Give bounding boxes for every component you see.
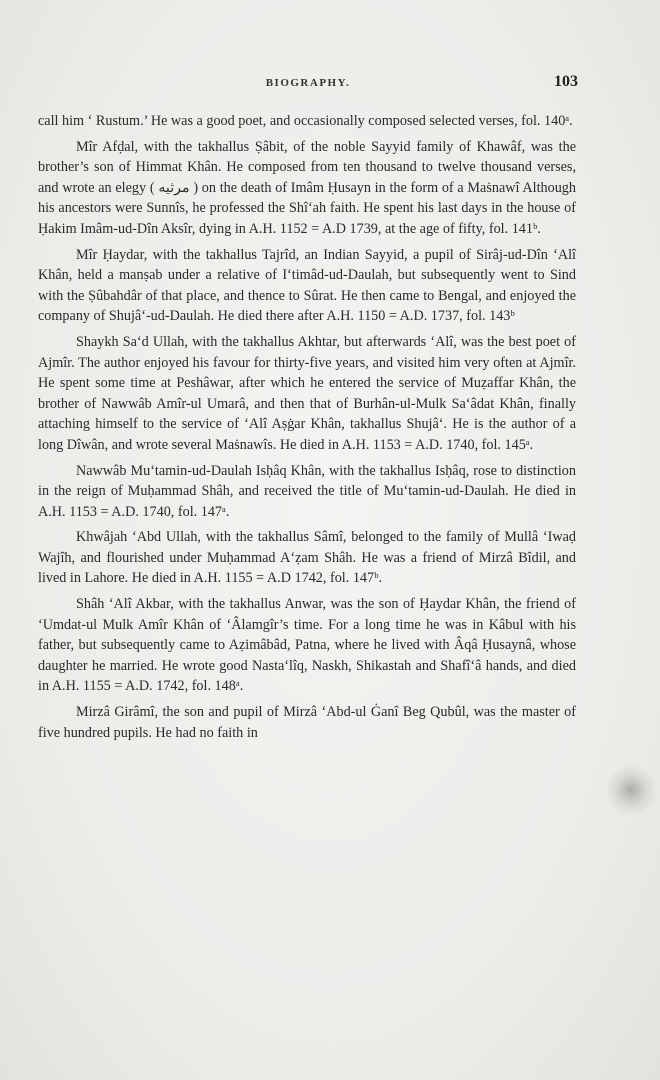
running-title: BIOGRAPHY. bbox=[265, 77, 351, 89]
ink-smudge bbox=[608, 760, 654, 820]
paragraph-continuation: call him ‘ Rustum.’ He was a good poet, and occasionally composed selected verses, fol. 140ᵃ. bbox=[38, 113, 573, 129]
paragraph-mir-haydar: Mîr Ḥaydar, with the takhallus Tajrîd, an Indian Sayyid, a pupil of Sirâj-ud-Dîn ‘Alî Khân, held a manṣab under a relative of I‘timâd-ud-Daulah, but subsequently went to Sind with the Ṣûbahdâr of that place, and thence to Sûrat. He then came to Bengal, and enjoyed the company of Shujâ‘-ud-Daulah. He died there after A.H. 1150 = A.D. 1737, fol. 143ᵇ bbox=[38, 246, 576, 325]
page-number: 103 bbox=[554, 73, 578, 90]
paragraph-shaykh-sad-ullah: Shaykh Sa‘d Ullah, with the takhallus Akhtar, but afterwards ‘Alî, was the best poet of Ajmîr. The author enjoyed his favour for thirty-five years, and visited him very often at Ajmîr. He spent some time at Peshâwar, after which he entered the service of Muẓaffar Khân, the brother of Nawwâb Amîr-ul Umarâ, and then that of Burhân-ul-Mulk Sa‘âdat Khân, finally attaching himself to the service of ‘Alî Aṣġar Khân, takhallus Shujâ‘. He is the author of a long Dîwân, and wrote several Maṡnawîs. He died in A.H. 1153 = A.D. 1740, fol. 145ᵃ. bbox=[38, 333, 576, 453]
paragraph-mir-afdal: Mîr Afḍal, with the takhallus Ṣâbit, of the noble Sayyid family of Khawâf, was the brother’s son of Himmat Khân. He composed from ten thousand to twelve thousand verses, and wrote an elegy ( مرثيه ) on the death of Imâm Ḥusayn in the form of a Maṡnawî Although his ancestors were Sunnîs, he professed the Shî‘ah faith. He spent his last days in the house of Ḥakim Imâm-ud-Dîn Aksîr, dying in A.H. 1152 = A.D 1739, at the age of fifty, fol. 141ᵇ. bbox=[38, 138, 576, 237]
paragraph-nawwab-ishaq-khan: Nawwâb Mu‘tamin-ud-Daulah Isḥâq Khân, with the takhallus Isḥâq, rose to distinction in the reign of Muḥammad Shâh, and received the title of Mu‘tamin-ud-Daulah. He died in A.H. 1153 = A.D. 1740, fol. 147ᵃ. bbox=[38, 462, 576, 520]
running-head bbox=[38, 73, 578, 95]
body-text bbox=[38, 111, 576, 748]
paragraph-shah-ali-akbar: Shâh ‘Alî Akbar, with the takhallus Anwar, was the son of Ḥaydar Khân, the friend of ‘Umdat-ul Mulk Amîr Khân of ‘Âlamgîr’s time. For a long time he was in Kâbul with his father, but subsequently came to Aẓimâbâd, Patna, where he lived with Âqâ Ḥusaynâ, whose daughter he married. He wrote good Nasta‘lîq, Naskh, Shikastah and Shafî‘â hands, and died in A.H. 1155 = A.D. 1742, fol. 148ᵃ. bbox=[38, 596, 576, 695]
paragraph-mirza-girami: Mirzâ Girâmî, the son and pupil of Mirzâ ‘Abd-ul Ġanî Beg Qubûl, was the master of five hundred pupils. He had no faith in bbox=[38, 704, 576, 741]
paragraph-khwajah-abd-ullah: Khwâjah ‘Abd Ullah, with the takhallus Sâmî, belonged to the family of Mullâ ‘Iwaḍ Wajîh, and flourished under Muḥammad A‘ẓam Shâh. He was a friend of Mirzâ Bîdil, and lived in Lahore. He died in A.H. 1155 = A.D 1742, fol. 147ᵇ. bbox=[38, 529, 576, 587]
